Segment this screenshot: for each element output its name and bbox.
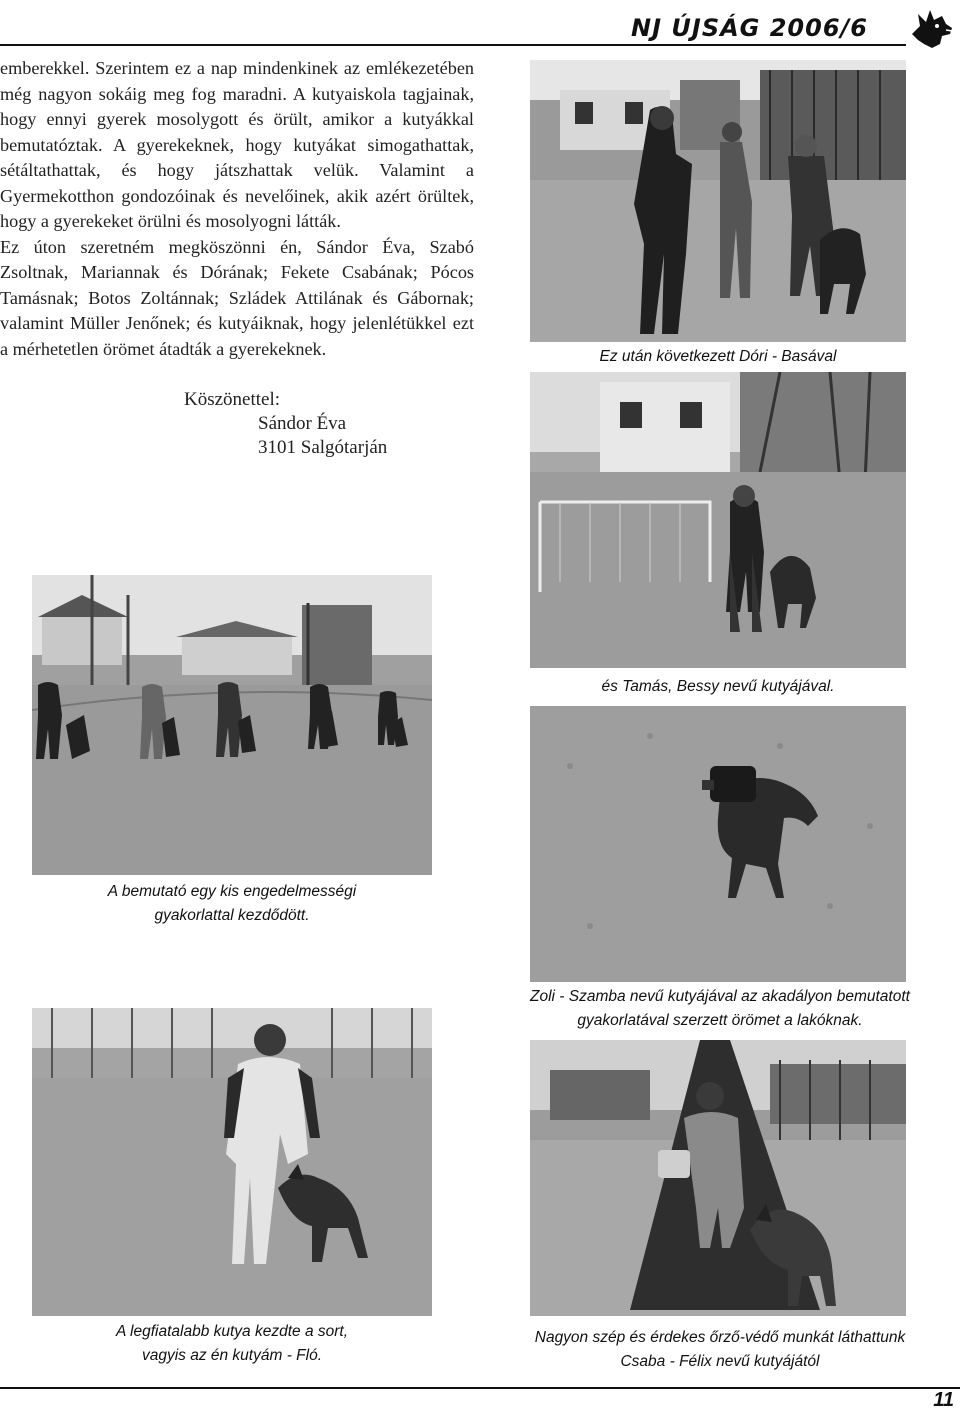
header-rule <box>0 44 906 46</box>
photo-tamas-bessy <box>530 372 906 668</box>
caption-line: gyakorlattal kezdődött. <box>154 907 310 924</box>
signature-name: Sándor Éva <box>258 413 347 434</box>
caption-line: gyakorlatával szerzett örömet a lakóknak. <box>577 1012 863 1029</box>
caption-photo2 <box>530 675 906 699</box>
magazine-title: NJ ÚJSÁG 2006/6 <box>631 14 868 42</box>
photo-dori-basa <box>530 60 906 342</box>
signature-thanks: Köszönettel: <box>184 389 281 410</box>
caption-line: A bemutató egy kis engedelmességi <box>107 883 357 900</box>
caption-line: vagyis az én kutyám - Fló. <box>141 1347 323 1364</box>
caption-photo3 <box>32 880 432 928</box>
caption-line: A legfiatalabb kutya kezdte a sort, <box>115 1323 349 1340</box>
page-number: 11 <box>933 1389 954 1411</box>
caption-line: Ez után következett Dóri - Basával <box>599 348 837 365</box>
caption-photo5 <box>32 1320 432 1368</box>
article-paragraph: emberekkel. Szerintem ez a nap mindenkinek az emlékezetében még nagyon sokáig meg fog maradni. A kutyaiskola tagjainak, hogy ennyi gyerek mosolygott és örült, amikor a kutyákkal bemutatóztak. A gyerekeknek, hogy kutyákat simogathattak, sétáltathattak, és hogy játszhattak velük. Valamint a Gyermekotthon gondozóinak és nevelőinek, akik azért örültek, hogy a gyerekeket örülni és mosolyogni látták. <box>0 58 474 231</box>
footer-rule <box>0 1387 960 1389</box>
photo-obedience-exercise <box>32 575 432 875</box>
photo-csaba-felix <box>530 1040 906 1316</box>
article-paragraph: Ez úton szeretném megköszönni én, Sándor Éva, Szabó Zsoltnak, Mariannak és Dórának; Fekete Csabának; Pócos Tamásnak; Botos Zoltánnak; Szládek Attilának és Gábornak; valamint Müller Jenőnek; és kutyáiknak, hogy jelenlétükkel ezt a mérhetetlen örömet átadták a gyerekeknek. <box>0 236 474 359</box>
caption-line: Zoli - Szamba nevű kutyájával az akadályon bemutatott <box>530 988 910 1005</box>
article-body <box>0 56 474 362</box>
caption-photo1 <box>530 345 906 369</box>
caption-line: és Tamás, Bessy nevű kutyájával. <box>601 678 835 695</box>
dog-head-logo-icon <box>906 4 956 50</box>
photo-flo <box>32 1008 432 1316</box>
caption-photo4 <box>500 985 940 1033</box>
caption-photo6 <box>500 1326 940 1374</box>
caption-line: Nagyon szép és érdekes őrző-védő munkát láthattunk <box>534 1329 906 1346</box>
signature-address: 3101 Salgótarján <box>258 437 388 458</box>
photo-zoli-szamba <box>530 706 906 982</box>
caption-line: Csaba - Félix nevű kutyájától <box>620 1353 820 1370</box>
